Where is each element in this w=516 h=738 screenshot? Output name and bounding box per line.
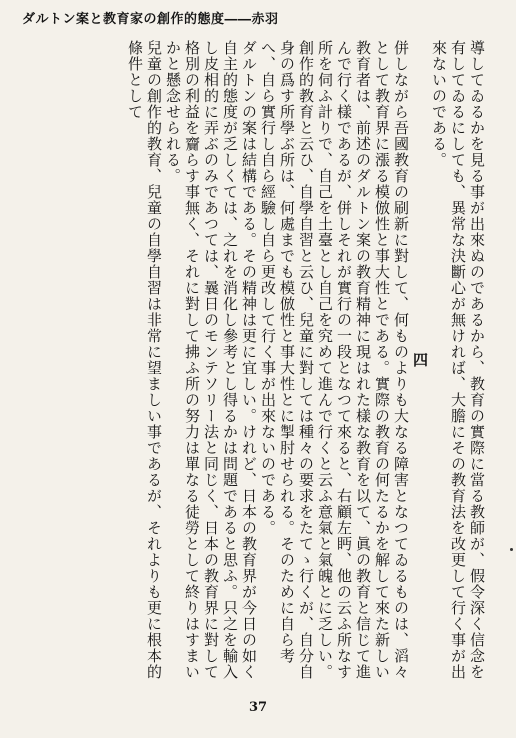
running-head: ダルトン案と教育家の創作的態度――赤羽 [22, 12, 279, 27]
paragraph: 兒童の創作的教育、兒童の自學自習は非常に望ましい事であるが、それよりも更に根本的條件として [126, 40, 163, 680]
page-number: 37 [248, 700, 268, 715]
paragraph: ダルトンの案は結構である。その精神は更に宜しい。けれど、日本の教育界が今日の如く自主的態度が乏しくては、之れを消化し參考とし得るかは問題であると思ふ。只之を輸入し皮相的に弄ぶのみであつては、曩日のモンテソリー法と同じく、日本の教育界に對して格別の利益を齎らす事無く、それに對して拂ふ所の努力は單なる徒勞として終りはすまいかと懸念せられる。 [164, 40, 258, 680]
paragraph-continued: 導してゐるかを見る事が出來ぬのであるから、教育の實際に當る教師が、假令深く信念を有してゐるにしても、異常な決斷心が無ければ、大膽にその教育法を改更して行く事が出來ないのである。 [430, 40, 486, 680]
section-number: 四 [411, 352, 429, 368]
body-text [36, 40, 486, 680]
paragraph: 併しながら吾國教育の刷新に對して、何ものよりも大なる障害となつてゐるものは、滔々として教育界に漲る模倣性と事大性とである。實際の教育の何たるかを解して來た新しい教育者は、前述のダルトン案の教育精神に現はれた樣な教育を以て、眞の教育と信じて進んで行く樣であるが、併しそれが實行の一段となつて來ると、右顧左眄、他の云ふ所なす所を伺ふ計りで、自己を土臺とし自己を究めて進んで行くと云ふ意氣と氣魄とに乏しい。創作的教育と云ひ、自學自習と云ひ、兒童に對しては種々の要求をたてゝ行くが、自分自身の爲す所學ぶ所は、何處までも模倣性と事大性とに掣肘せられる。そのために自ら考へ、自ら實行し自ら經驗し自ら更改して行く事が出來ないのである。 [259, 40, 410, 680]
scan-speck [510, 548, 513, 551]
